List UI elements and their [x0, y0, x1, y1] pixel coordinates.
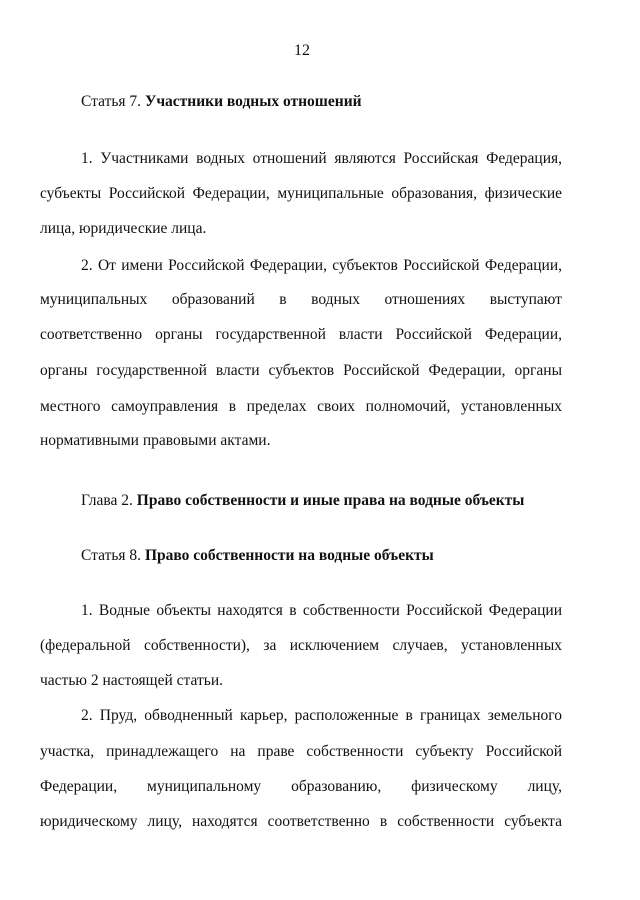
article-7-p1-line-3: лица, юридические лица.	[40, 220, 207, 237]
article-7-p2-line-5: местного самоуправления в пределах своих полномочий, установленных	[40, 398, 562, 415]
article-8-title: Право собственности на водные объекты	[144, 547, 434, 564]
article-8-p1-line-3: частью 2 настоящей статьи.	[40, 672, 224, 689]
word: в	[279, 291, 287, 308]
article-7-p1-line-2: субъекты Российской Федерации, муниципальные образования, физические	[40, 185, 562, 202]
article-7-p2-line-3: соответственно органы государственной власти Российской Федерации,	[40, 326, 562, 343]
chapter-2-prefix: Глава 2.	[81, 492, 137, 509]
chapter-2-title: Право собственности и иные права на водные объекты	[136, 492, 525, 509]
article-7-title: Участники водных отношений	[144, 93, 362, 110]
word: Федерации,	[40, 778, 118, 795]
article-7-heading	[81, 93, 362, 111]
article-8-p2-line-1: 2. Пруд, обводненный карьер, расположенные в границах земельного	[81, 707, 562, 724]
article-7-p2-line-6: нормативными правовыми актами.	[40, 432, 271, 449]
word: водных	[311, 291, 360, 308]
word: лицу,	[527, 778, 562, 795]
article-7-p2-line-1: 2. От имени Российской Федерации, субъектов Российской Федерации,	[81, 257, 562, 274]
word: отношениях	[384, 291, 466, 308]
word: физическому	[411, 778, 498, 795]
article-7-p1-line-1: 1. Участниками водных отношений являются Российская Федерация,	[81, 150, 562, 167]
article-7-p2-line-2	[40, 291, 562, 309]
article-8-p2-line-2: участка, принадлежащего на праве собственности субъекту Российской	[40, 743, 562, 760]
article-8-p2-line-3	[40, 778, 562, 796]
article-8-heading	[81, 547, 434, 565]
article-8-prefix: Статья 8.	[81, 547, 145, 564]
article-7-p2-line-4: органы государственной власти субъектов Российской Федерации, органы	[40, 362, 562, 379]
article-7-prefix: Статья 7.	[81, 93, 145, 110]
word: муниципальных	[40, 291, 148, 308]
word: образованию,	[291, 778, 382, 795]
word: образований	[171, 291, 255, 308]
chapter-2-heading	[81, 492, 524, 510]
article-8-p1-line-2: (федеральной собственности), за исключением случаев, установленных	[40, 637, 562, 654]
page-number: 12	[294, 42, 310, 59]
word: выступают	[489, 291, 562, 308]
article-8-p1-line-1: 1. Водные объекты находятся в собственности Российской Федерации	[81, 602, 562, 619]
article-8-p2-line-4: юридическому лицу, находятся соответственно в собственности субъекта	[40, 813, 562, 830]
word: муниципальному	[147, 778, 262, 795]
